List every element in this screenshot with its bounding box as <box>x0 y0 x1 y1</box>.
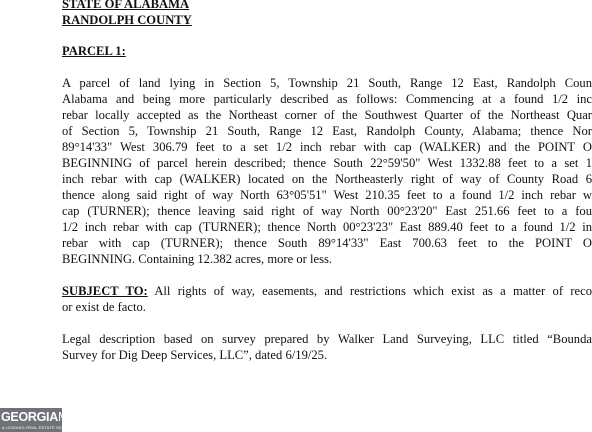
logo-wordmark-thin: MLS <box>57 410 83 424</box>
subject-to-label: SUBJECT TO: <box>62 284 148 298</box>
county-heading: RANDOLPH COUNTY <box>62 13 192 27</box>
description-line: A parcel of land lying in Section 5, Township 21 South, Range 12 East, Randolph Coun <box>62 76 592 90</box>
parcel-heading: PARCEL 1: <box>62 44 126 58</box>
description-line: 1/2 inch rebar with cap (TURNER); thence North 00°23'23" East 889.40 feet to a found 1/2 in <box>62 220 592 234</box>
description-line: of Section 5, Township 21 South, Range 12 East, Randolph County, Alabama; thence Nor <box>62 124 592 138</box>
description-line: inch rebar with cap (WALKER) located on the Northeasterly right of way of County Road 6 <box>62 172 592 186</box>
subject-to-line <box>62 283 592 299</box>
legal-description-paragraph <box>62 75 592 267</box>
georgia-mls-watermark-logo <box>0 408 83 432</box>
description-line: BEGINNING of parcel herein described; thence South 22°59'50" West 1332.88 feet to a set 1 <box>62 156 592 170</box>
subject-to-paragraph <box>62 283 592 315</box>
logo-wordmark-bold: GEORGIA <box>1 410 58 424</box>
description-line: thence along said right of way North 63°05'51" West 210.35 feet to a found 1/2 inch rebar w <box>62 188 592 202</box>
description-line: rebar locally accepted as the Northeast corner of the Southwest Quarter of the Northeast Quar <box>62 108 592 122</box>
description-line: 89°14'33" West 306.79 feet to a set 1/2 inch rebar with cap (WALKER) and the POINT O <box>62 140 592 154</box>
description-line: cap (TURNER); thence leaving said right of way North 00°23'20" East 251.66 feet to a fou <box>62 204 592 218</box>
document-body <box>62 0 592 363</box>
survey-note-line: Survey for Dig Deep Services, LLC”, dated 6/19/25. <box>62 348 328 362</box>
description-line: Alabama and being more particularly described as follows: Commencing at a found 1/2 inc <box>62 92 592 106</box>
survey-note-paragraph <box>62 331 592 363</box>
logo-wordmark <box>1 411 83 423</box>
description-line: rebar with cap (TURNER); thence South 89°14'33" East 700.63 feet to the POINT O <box>62 236 592 250</box>
description-line: BEGINNING. Containing 12.382 acres, more or less. <box>62 252 333 266</box>
subject-to-text: All rights of way, easements, and restrictions which exist as a matter of reco <box>147 284 592 298</box>
subject-to-line: or exist de facto. <box>62 300 146 314</box>
state-heading: STATE OF ALABAMA <box>62 0 190 11</box>
survey-note-line: Legal description based on survey prepared by Walker Land Surveying, LLC titled “Bounda <box>62 332 592 346</box>
logo-tagline: A LEADING REAL ESTATE SERVICES <box>2 425 78 430</box>
